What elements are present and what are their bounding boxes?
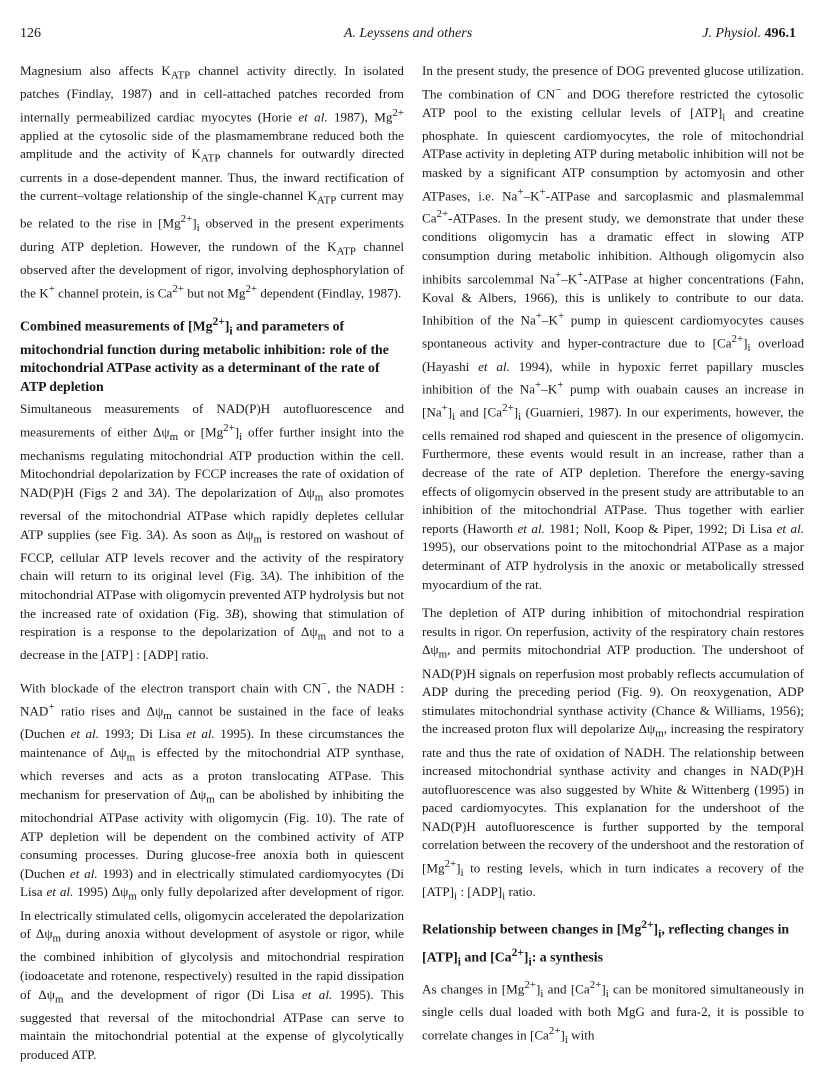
paragraph: Simultaneous measurements of NAD(P)H autofluorescence and measurements of either $\Delta\psi_m$ or $[Mg^{2+}]_i$ offer further insight into the mechanisms regulating mitochondrial ATP production within the cell. Mitochondrial depolarization by FCCP increases the rate of oxidation of NAD(P)H (Figs 2 and 3A). The depolarization of $\Delta\psi_m$ also promotes reversal of the mitochondrial ATPase which rapidly depletes cellular ATP supplies (see Fig. 3A). As soon as $\Delta\psi_m$ is restored on washout of FCCP, cellular ATP levels recover and the activity of the respiratory chain will return to its original level (Fig. 3A). The inhibition of the mitochondrial ATPase with oligomycin prevented ATP hydrolysis but not the increased rate of oxidation (Fig. 3B), showing that stimulation of respiration is a response to the depolarization of $\Delta\psi_m$ and not to a decrease in the [ATP] : [ADP] ratio. xyxy=(20,401,405,663)
journal-name: J. Physiol. xyxy=(702,26,761,41)
left-column xyxy=(20,62,404,1075)
journal-volume: 496.1 xyxy=(764,26,796,41)
running-header xyxy=(20,26,796,46)
running-title: A. Leyssens and others xyxy=(343,26,473,41)
paragraph: With blockade of the electron transport chain with CN−, the NADH : NAD+ ratio rises and $\Delta\psi_m$ cannot be sustained in the face of leaks (Duchen et al. 1993; Di Lisa et al. 1995). In these circumstances the maintenance of $\Delta\psi_m$ is effected by the mitochondrial ATP synthase, which reverses and acts as a proton translocating ATPase. This mechanism for preservation of $\Delta\psi_m$ can be abolished by inhibiting the mitochondrial ATPase activity with oligomycin (Fig. 10). The rate of ATP depletion will be dependent on the combined activity of ATP consuming processes. During glucose-free anoxia both in quiescent (Duchen et al. 1993) and in electrically stimulated cardiomyocytes (Di Lisa et al. 1995) $\Delta\psi_m$ only fully depolarized after development of rigor. In electrically stimulated cells, oligomycin accelerated the depolarization of $\Delta\psi_m$ during anoxia without development of asystole or rigor, while the combined inhibition of glycolysis and mitochondrial respiration (iodoacetate and rotenone, respectively) resulted in the rapid dissipation of $\Delta\psi_m$ and the development of rigor (Di Lisa et al. 1995). This suggested that reversal of the mitochondrial ATPase can serve to maintain the mitochondrial potential at the expense of glycolytically produced ATP. xyxy=(20,677,405,1062)
paragraph: As changes in $[Mg^{2+}]_i$ and $[Ca^{2+}]_i$ can be monitored simultaneously in single cells dual loaded with both MgG and fura-2, it is possible to correlate changes in $[Ca^{2+}]_i$ with xyxy=(422,978,805,1046)
paragraph: In the present study, the presence of DOG prevented glucose utilization. The combination of CN− and DOG therefore restricted the cytosolic ATP pool to the existing cellular levels of $[ATP]_i$ and creatine phosphate. In quiescent cardiomyocytes, the role of mitochondrial ATPase activity in depleting ATP during metabolic inhibition will not be masked by a significant ATP consumption by actomyosin and other ATPases, i.e. Na+–K+-ATPase and sarcoplasmic and plasmalemmal $Ca^{2+}$-ATPases. In the present study, we demonstrate that under these conditions oligomycin has a dramatic effect in slowing ATP consumption during metabolic inhibition. Although oligomycin also inhibits sarcolemmal Na+–K+-ATPase at higher concentrations (Fahn, Koval & Albers, 1966), this is unlikely to contribute to our data. Inhibition of the Na+–K+ pump in quiescent cardiomyocytes causes spontaneous activity and hyper-contracture due to $[Ca^{2+}]_i$ overload (Hayashi et al. 1994), while in hypoxic ferret papillary muscles inhibition of the Na+–K+ pump with ouabain causes an increase in $[Na^+]_i$ and $[Ca^{2+}]_i$ (Guarnieri, 1987). In our experiments, however, the cells remained rod shaped and quiescent in the presence of oligomycin. Furthermore, these events would result in an increase, rather than a decrease of the rate of ATP depletion. Therefore the energy-saving effects of oligomycin observed in the present study are attributable to an inhibition of the mitochondrial ATPase. Thus together with earlier reports (Haworth et al. 1981; Noll, Koop & Piper, 1992; Di Lisa et al. 1995), our observations point to the mitochondrial ATPase as a major determinant of ATP hydrolysis in the anoxic or metabolically stressed myocardium of the rat. xyxy=(422,63,805,592)
journal-citation xyxy=(702,26,796,42)
page-number: 126 xyxy=(20,26,41,41)
right-column xyxy=(422,62,804,1059)
section-heading: Combined measurements of $[Mg^{2+}]_i$ and parameters of mitochondrial function during metabolic inhibition: role of the mitochondrial ATPase activity as a determinant of the rate of ATP depletion xyxy=(20,315,389,394)
paragraph: Magnesium also affects $K_{ATP}$ channel activity directly. In isolated patches (Findlay, 1987) and in cell-attached patches recorded from internally permeabilized cardiac myocytes (Horie et al. 1987), $Mg^{2+}$ applied at the cytosolic side of the plasmamembrane reduced both the amplitude and the activity of $K_{ATP}$ channels for outwardly directed currents in a dose-dependent manner. Thus, the inward rectification of the current–voltage relationship of the single-channel $K_{ATP}$ current may be related to the rise in $[Mg^{2+}]_i$ observed in the present experiments during ATP depletion. However, the rundown of the $K_{ATP}$ channel observed after the development of rigor, involving dephosphorylation of the K+ channel protein, is $Ca^{2+}$ but not $Mg^{2+}$ dependent (Findlay, 1987). xyxy=(20,63,405,301)
section-heading: Relationship between changes in $[Mg^{2+}]_i$, reflecting changes in $[ATP]_i$ and $[Ca^{2+}]_i$: a synthesis xyxy=(422,918,790,969)
paragraph: The depletion of ATP during inhibition of mitochondrial respiration results in rigor. On reperfusion, activity of the respiratory chain restores $\Delta\psi_m$, and permits mitochondrial ATP production. The undershoot of NAD(P)H signals on reperfusion most probably reflects accumulation of ADP during the preceding period (Fig. 9). On reoxygenation, ADP stimulates mitochondrial synthase activity (Chance & Williams, 1956); the increased proton flux will depolarize $\Delta\psi_m$, increasing the respiratory rate and thus the rate of oxidation of NADH. The relationship between increased mitochondrial synthase activity and changes in NAD(P)H autofluorescence was also suggested by White & Wittenberg (1995) in paced cardiomyocytes. This explanation for the undershoot of the NAD(P)H autofluorescence is further supported by the temporal correlation between the recovery of the undershoot and the restoration of $[Mg^{2+}]_i$ to resting levels, which in turn indicates a recovery of the $[ATP]_i$ : $[ADP]_i$ ratio. xyxy=(422,605,804,903)
